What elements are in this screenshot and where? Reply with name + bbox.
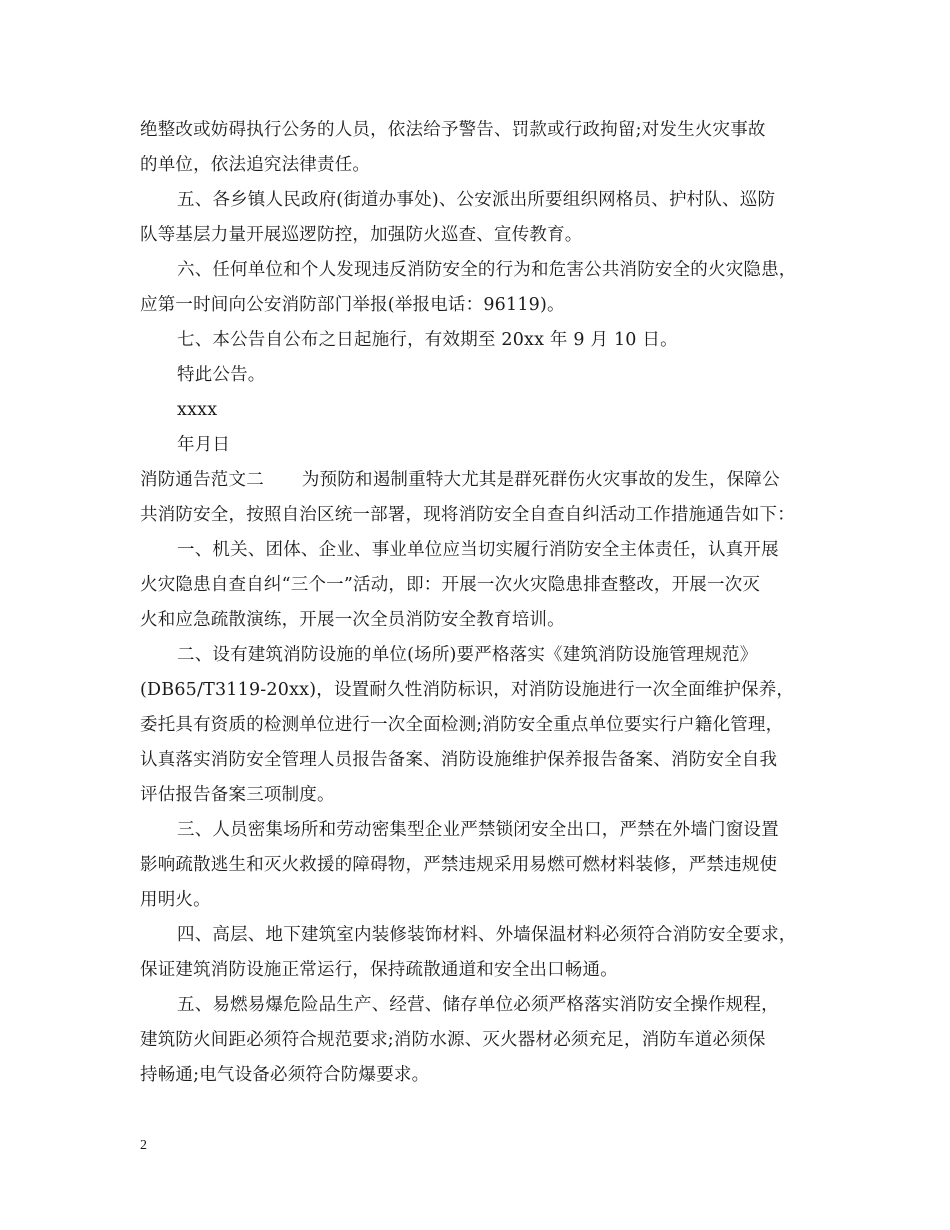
text-line: 保证建筑消防设施正常运行，保持疏散通道和安全出口畅通。: [140, 960, 618, 980]
text-line: 二、设有建筑消防设施的单位(场所)要严格落实《建筑消防设施管理规范》: [177, 645, 758, 665]
text-line: 五、易燃易爆危险品生产、经营、储存单位必须严格落实消防安全操作规程，: [177, 995, 779, 1015]
text-line: 委托具有资质的检测单位进行一次全面检测;消防安全重点单位要实行户籍化管理，: [140, 715, 784, 735]
page-number: 2: [140, 1138, 147, 1153]
text-line: 建筑防火间距必须符合规范要求;消防水源、灭火器材必须充足，消防车道必须保: [140, 1030, 766, 1050]
text-line: 五、各乡镇人民政府(街道办事处)、公安派出所要组织网格员、护村队、巡防: [177, 190, 776, 210]
text-line: 用明火。: [140, 890, 211, 910]
text-line: 七、本公告自公布之日起施行，有效期至 20xx 年 9 月 10 日。: [177, 330, 678, 350]
text-line: (DB65/T3119-20xx)，设置耐久性消防标识，对消防设施进行一次全面维护保养，: [140, 680, 795, 700]
text-line: 绝整改或妨碍执行公务的人员，依法给予警告、罚款或行政拘留;对发生火灾事故: [140, 120, 766, 140]
text-line: xxxx: [177, 400, 218, 420]
text-line: 年月日: [177, 435, 231, 455]
section-title: 消防通告范文二: [140, 470, 264, 490]
text-line: 四、高层、地下建筑室内装修装饰材料、外墙保温材料必须符合消防安全要求，: [177, 925, 797, 945]
text-line: 特此公告。: [177, 365, 266, 385]
text-line: 共消防安全，按照自治区统一部署，现将消防安全自查自纠活动工作措施通告如下：: [140, 505, 795, 525]
text-line: 认真落实消防安全管理人员报告备案、消防设施维护保养报告备案、消防安全自我: [140, 750, 778, 770]
text-line: 应第一时间向公安消防部门举报(举报电话：96119)。: [140, 295, 565, 315]
text-line: 评估报告备案三项制度。: [140, 785, 335, 805]
text-line: 一、机关、团体、企业、事业单位应当切实履行消防安全主体责任，认真开展: [177, 540, 779, 560]
text-line: 火和应急疏散演练，开展一次全员消防安全教育培训。: [140, 610, 565, 630]
text-line: 队等基层力量开展巡逻防控，加强防火巡查、宣传教育。: [140, 225, 583, 245]
text-line: 影响疏散逃生和灭火救援的障碍物，严禁违规采用易燃可燃材料装修，严禁违规使: [140, 855, 778, 875]
text-line: 三、人员密集场所和劳动密集型企业严禁锁闭安全出口，严禁在外墙门窗设置: [177, 820, 779, 840]
text-line: 持畅通;电气设备必须符合防爆要求。: [140, 1065, 430, 1085]
text-line: 六、任何单位和个人发现违反消防安全的行为和危害公共消防安全的火灾隐患，: [177, 260, 797, 280]
text-line: 的单位，依法追究法律责任。: [140, 155, 371, 175]
text-line: 火灾隐患自查自纠“三个一”活动，即：开展一次火灾隐患排查整改，开展一次灭: [140, 575, 761, 595]
text-line: 为预防和遏制重特大尤其是群死群伤火灾事故的发生，保障公: [301, 470, 780, 490]
section-title-line: [140, 468, 780, 492]
